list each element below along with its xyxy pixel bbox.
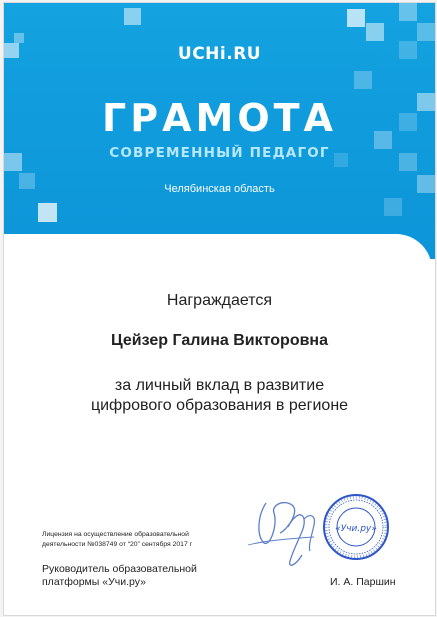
signer-name: И. А. Паршин (330, 576, 396, 588)
signature-icon (244, 485, 394, 585)
signer-role (42, 563, 242, 589)
seal-icon (324, 495, 388, 559)
decor-square (399, 3, 417, 21)
recipient-name: Цейзер Галина Викторовна (111, 332, 328, 349)
award-reason (4, 376, 435, 416)
license-line-2: деятельности №038749 от “20” сентября 2017 г (42, 541, 193, 548)
certificate-subtitle: СОВРЕМЕННЫЙ ПЕДАГОГ (109, 145, 330, 161)
decor-square (124, 8, 141, 25)
decor-square (38, 203, 57, 222)
license-text (42, 530, 242, 550)
decor-square (366, 23, 384, 41)
region-label: Челябинская область (164, 183, 275, 195)
decor-square (14, 33, 24, 43)
seal-center-text: «Учи.ру» (335, 524, 377, 534)
decor-square (347, 9, 365, 27)
decor-square (417, 23, 435, 41)
decor-square (384, 198, 402, 216)
certificate-title: ГРАМОТА (102, 96, 337, 140)
role-line-1: Руководитель образовательной (42, 563, 197, 575)
license-line-1: Лицензия на осуществление образовательной (42, 531, 189, 538)
reason-line-1: за личный вклад в развитие (114, 377, 325, 394)
role-line-2: платформы «Учи.ру» (42, 576, 146, 588)
decor-square (354, 71, 372, 89)
header-banner (4, 3, 435, 259)
awarded-text: Награждается (166, 292, 273, 309)
signature-and-seal (244, 485, 394, 585)
reason-line-2: цифрового образования в регионе (90, 397, 349, 414)
certificate-sheet (3, 2, 436, 616)
uchi-ru-logo: UCHi.RU (177, 44, 262, 64)
